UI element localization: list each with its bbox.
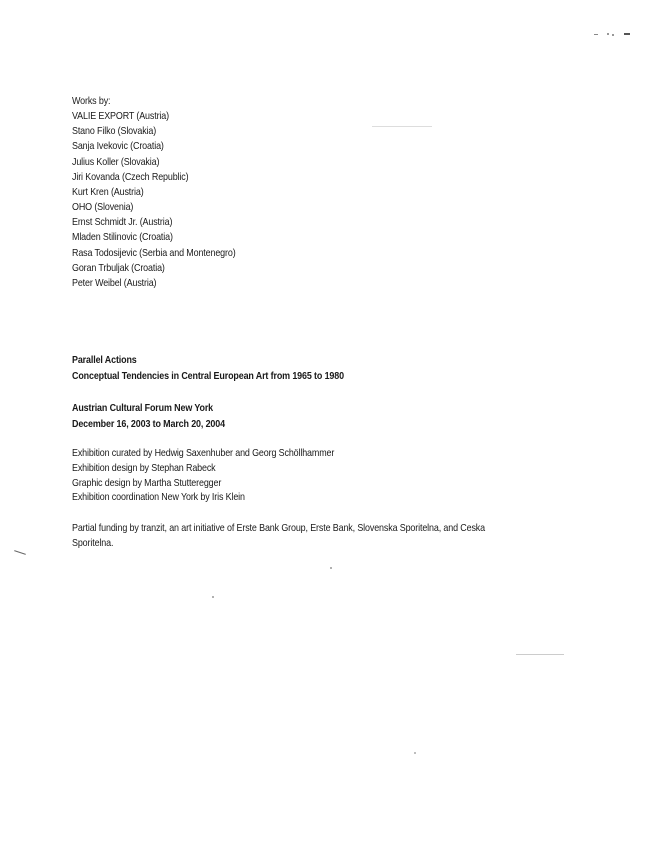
artist-item: Ernst Schmidt Jr. (Austria) <box>72 217 173 229</box>
artist-item: Kurt Kren (Austria) <box>72 186 144 198</box>
scan-mark <box>414 752 416 754</box>
artist-item: Peter Weibel (Austria) <box>72 277 157 289</box>
venue-block <box>72 401 225 433</box>
funding-line: Partial funding by tranzit, an art initiative of Erste Bank Group, Erste Bank, Slovenska Sporitelna, and Ceska <box>72 523 485 534</box>
scan-mark <box>330 567 332 569</box>
scan-mark <box>624 33 630 35</box>
venue-name: Austrian Cultural Forum New York <box>72 403 214 414</box>
artist-item: Sanja Ivekovic (Croatia) <box>72 141 164 153</box>
scan-mark <box>372 126 432 127</box>
artist-item: Goran Trbuljak (Croatia) <box>72 262 165 274</box>
artist-item: Julius Koller (Slovakia) <box>72 156 160 168</box>
venue-dates: December 16, 2003 to March 20, 2004 <box>72 419 225 430</box>
artist-item: Stano Filko (Slovakia) <box>72 126 157 138</box>
scan-mark <box>14 550 26 555</box>
artist-item: Jiri Kovanda (Czech Republic) <box>72 171 189 183</box>
works-heading: Works by: <box>72 96 111 107</box>
artist-item: Mladen Stilinovic (Croatia) <box>72 232 173 244</box>
scan-mark <box>516 654 564 655</box>
works-list <box>72 94 236 291</box>
exhibition-subtitle: Conceptual Tendencies in Central European Art from 1965 to 1980 <box>72 371 344 382</box>
exhibition-title: Parallel Actions <box>72 355 137 366</box>
funding-line: Sporitelna. <box>72 537 114 549</box>
credit-line: Exhibition design by Stephan Rabeck <box>72 462 216 474</box>
credits-list <box>72 447 334 506</box>
artist-item: OHO (Slovenia) <box>72 202 134 214</box>
scan-mark <box>594 34 598 35</box>
scan-mark <box>612 34 614 36</box>
credit-line: Graphic design by Martha Stutteregger <box>72 477 222 489</box>
credit-line: Exhibition curated by Hedwig Saxenhuber and Georg Schöllhammer <box>72 448 335 459</box>
artist-item: Rasa Todosijevic (Serbia and Montenegro) <box>72 247 236 259</box>
funding-note <box>72 522 485 552</box>
exhibition-title-block <box>72 353 344 385</box>
artist-item: VALIE EXPORT (Austria) <box>72 111 169 123</box>
scan-mark <box>212 596 214 598</box>
credit-line: Exhibition coordination New York by Iris Klein <box>72 492 245 504</box>
scan-mark <box>607 33 609 35</box>
